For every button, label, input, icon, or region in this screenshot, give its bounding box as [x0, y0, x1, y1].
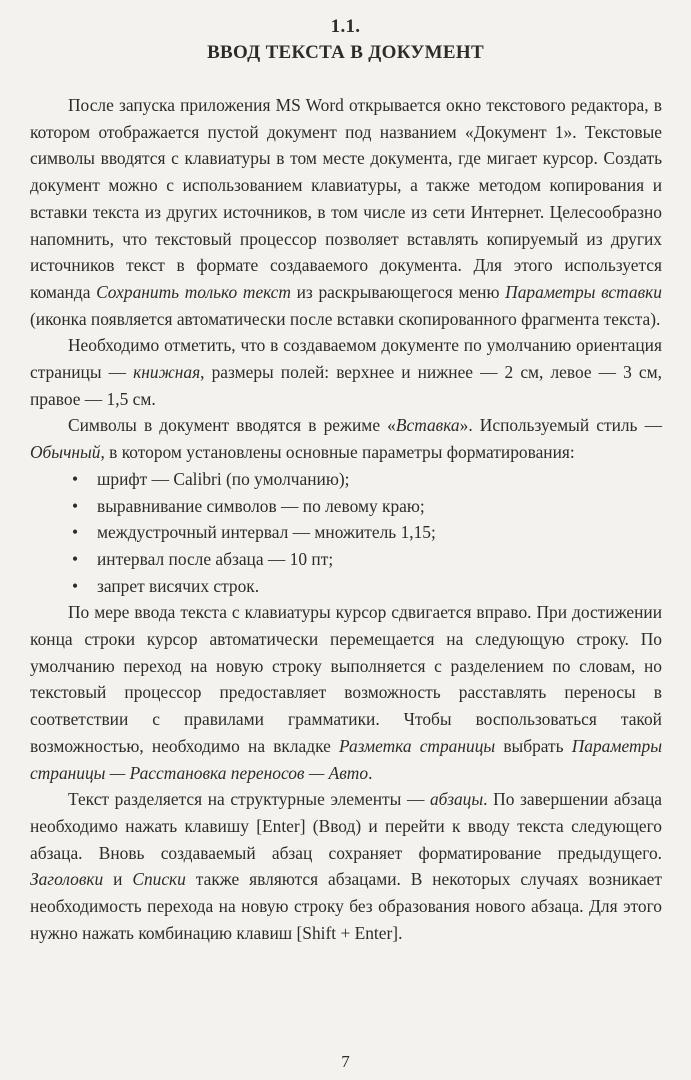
paragraph-5-text: также являются абзацами. В некоторых случаях возникает необходимость перехода на новую строку без образования нового абзаца. Для этого нужно нажать комбинацию клавиш [Shift + Enter]. [30, 869, 662, 943]
bullet-icon: • [72, 575, 79, 596]
list-item-text: шрифт — Calibri (по умолчанию); [97, 468, 350, 489]
paragraph-2-text: , размеры полей: верхнее и нижнее — 2 см, левое — 3 см, правое — 1,5 см. [30, 362, 662, 409]
bullet-icon: • [72, 522, 79, 543]
paragraph-5 [30, 786, 662, 946]
paragraph-3-text: Символы в документ вводятся в режиме « [68, 415, 396, 436]
term-paragraphs: абзацы [429, 789, 484, 810]
menu-paste-options: Параметры вставки [505, 281, 662, 302]
bullet-icon: • [72, 548, 79, 569]
paragraph-1-text: (иконка появляется автоматически после вставки скопированного фрагмента текста). [30, 308, 661, 329]
paragraph-4-text: По мере ввода текста с клавиатуры курсор сдвигается вправо. При достижении конца строки курсор автоматически перемещается на следующую строку. По умолчанию переход на новую строку выполняется с разделением по словам, но текстовый процессор предоставляет возможность расставлять переносы в соответствии с правилами грамматики. Чтобы воспользоваться такой возможностью, необходимо на вкладке [30, 602, 662, 756]
body-text [30, 92, 662, 947]
list-item [72, 519, 662, 546]
list-item [72, 573, 662, 600]
paragraph-5-text: Текст разделяется на структурные элементы — [68, 789, 430, 810]
paragraph-2-text: Необходимо отметить, что в создаваемом документе по умолчанию ориентация страницы — [30, 335, 662, 383]
paragraph-3-text: , в котором установлены основные параметры форматирования: [100, 442, 575, 463]
bullet-icon: • [72, 495, 79, 516]
section-number: 1.1. [330, 16, 361, 37]
term-insert-mode: Вставка [395, 415, 460, 436]
paragraph-4-text: . [368, 762, 373, 783]
bullet-icon: • [72, 468, 79, 489]
tab-page-layout: Разметка страницы [339, 735, 496, 756]
paragraph-1-text: После запуска приложения MS Word открывается окно текстового редактора, в котором отображается пустой документ под названием «Документ 1». Текстовые символы вводятся с клавиатуры в том месте документа, где мигает курсор. Создать документ можно с использованием клавиатуры, а также методом копирования и вставки текста из других источников, в том числе из сети Интернет. Целесообразно напомнить, что текстовый процессор позволяет вставлять копируемый из других источников текст в формате создаваемого документа. Для этого используется команда [30, 95, 662, 302]
paragraph-4 [30, 599, 662, 786]
term-headings: Заголовки [30, 869, 104, 890]
paragraph-3 [30, 412, 662, 465]
paragraph-5-text: . По завершении абзаца необходимо нажать клавишу [Enter] (Ввод) и перейти к вводу текста следующего абзаца. Вновь создаваемый абзац сохраняет форматирование предыдущего. [30, 789, 662, 863]
command-save-text-only: Сохранить только текст [96, 281, 291, 302]
paragraph-1 [30, 92, 662, 332]
list-item [72, 546, 662, 573]
page-number: 7 [341, 1052, 350, 1071]
menu-path-hyphenation: Параметры страницы — Расстановка переносов — Авто [30, 735, 662, 783]
term-portrait: книжная [133, 362, 201, 383]
section-title: ВВОД ТЕКСТА В ДОКУМЕНТ [207, 42, 484, 63]
list-item [72, 493, 662, 520]
list-item-text: интервал после абзаца — 10 пт; [97, 548, 334, 569]
list-item-text: междустрочный интервал — множитель 1,15; [97, 522, 436, 543]
paragraph-4-text: выбрать [495, 735, 572, 756]
formatting-list [30, 466, 662, 600]
list-item-text: выравнивание символов — по левому краю; [97, 495, 425, 516]
paragraph-2 [30, 332, 662, 412]
list-item-text: запрет висячих строк. [97, 575, 260, 596]
list-item [72, 466, 662, 493]
section-heading [0, 14, 691, 66]
term-normal-style: Обычный [30, 442, 101, 463]
paragraph-3-text: ». Используемый стиль — [459, 415, 662, 436]
paragraph-1-text: из раскрывающегося меню [290, 281, 506, 302]
paragraph-5-text: и [103, 869, 133, 890]
term-lists: Списки [132, 869, 186, 890]
